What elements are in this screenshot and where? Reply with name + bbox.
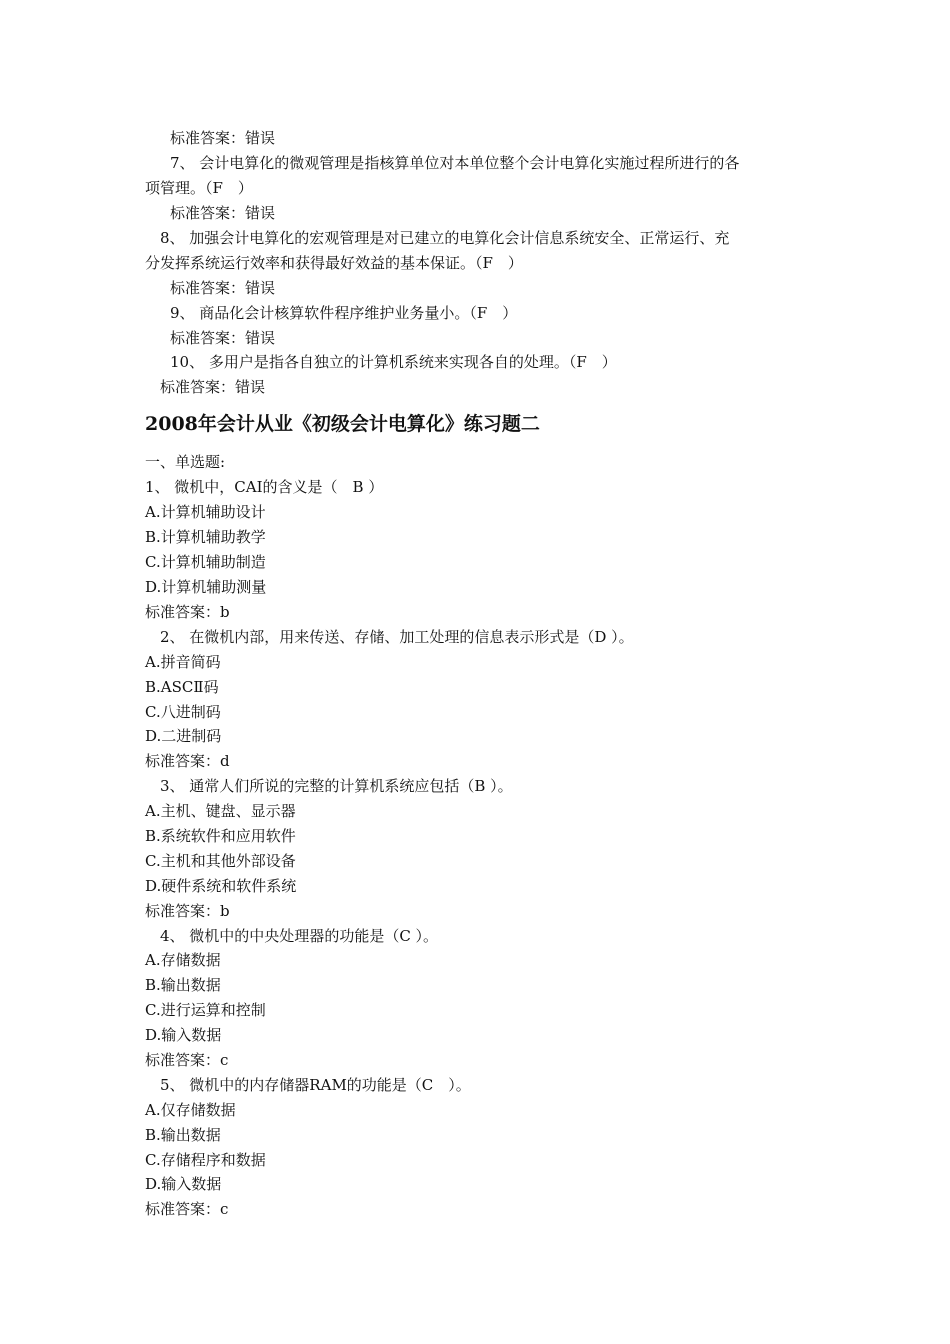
question-line: 10、 多用户是指各自独立的计算机系统来实现各自的处理。（F ） — [170, 353, 617, 371]
option-line: A.计算机辅助设计 — [145, 503, 266, 521]
option-line: C.八进制码 — [145, 703, 221, 721]
option-line: B.输出数据 — [145, 1126, 221, 1144]
option-line: D.硬件系统和软件系统 — [145, 877, 297, 895]
answer-line: 标准答案：错误 — [170, 204, 276, 222]
option-line: B.系统软件和应用软件 — [145, 827, 296, 845]
option-line: C.计算机辅助制造 — [145, 553, 266, 571]
option-line: B.计算机辅助教学 — [145, 528, 266, 546]
section-heading: 2008年会计从业《初级会计电算化》练习题二 — [145, 413, 540, 435]
question-line: 2、 在微机内部，用来传送、存储、加工处理的信息表示形式是（D ）。 — [160, 628, 634, 646]
question-line: 8、 加强会计电算化的宏观管理是对已建立的电算化会计信息系统安全、正常运行、充 — [160, 229, 730, 247]
answer-line: 标准答案：b — [145, 902, 230, 920]
answer-line: 标准答案：c — [145, 1200, 229, 1218]
answer-line: 标准答案：c — [145, 1051, 229, 1069]
option-line: B.ASCⅡ码 — [145, 678, 219, 696]
option-line: A.主机、键盘、显示器 — [145, 802, 296, 820]
option-line: D.输入数据 — [145, 1175, 222, 1193]
question-line: 分发挥系统运行效率和获得最好效益的基本保证。（F ） — [145, 254, 523, 272]
option-line: C.存储程序和数据 — [145, 1151, 266, 1169]
option-line: B.输出数据 — [145, 976, 221, 994]
option-line: C.主机和其他外部设备 — [145, 852, 296, 870]
answer-line: 标准答案：d — [145, 752, 230, 770]
option-line: A.拼音简码 — [145, 653, 221, 671]
question-line: 3、 通常人们所说的完整的计算机系统应包括（B ）。 — [160, 777, 513, 795]
question-line: 1、 微机中，CAI的含义是（ B ） — [145, 478, 384, 496]
option-line: A.仅存储数据 — [145, 1101, 236, 1119]
question-line: 5、 微机中的内存储器RAM的功能是（C ）。 — [160, 1076, 471, 1094]
section-label: 一、单选题: — [145, 453, 226, 471]
answer-line: 标准答案：错误 — [170, 129, 276, 147]
question-line: 7、 会计电算化的微观管理是指核算单位对本单位整个会计电算化实施过程所进行的各 — [170, 154, 740, 172]
option-line: D.输入数据 — [145, 1026, 222, 1044]
answer-line: 标准答案：错误 — [170, 279, 276, 297]
option-line: D.二进制码 — [145, 727, 222, 745]
option-line: C.进行运算和控制 — [145, 1001, 266, 1019]
question-line: 项管理。（F ） — [145, 179, 253, 197]
answer-line: 标准答案：b — [145, 603, 230, 621]
answer-line: 标准答案：错误 — [170, 329, 276, 347]
question-line: 4、 微机中的中央处理器的功能是（C ）。 — [160, 927, 439, 945]
answer-line: 标准答案：错误 — [160, 378, 266, 396]
option-line: A.存储数据 — [145, 951, 221, 969]
question-line: 9、 商品化会计核算软件程序维护业务量小。（F ） — [170, 304, 518, 322]
option-line: D.计算机辅助测量 — [145, 578, 267, 596]
